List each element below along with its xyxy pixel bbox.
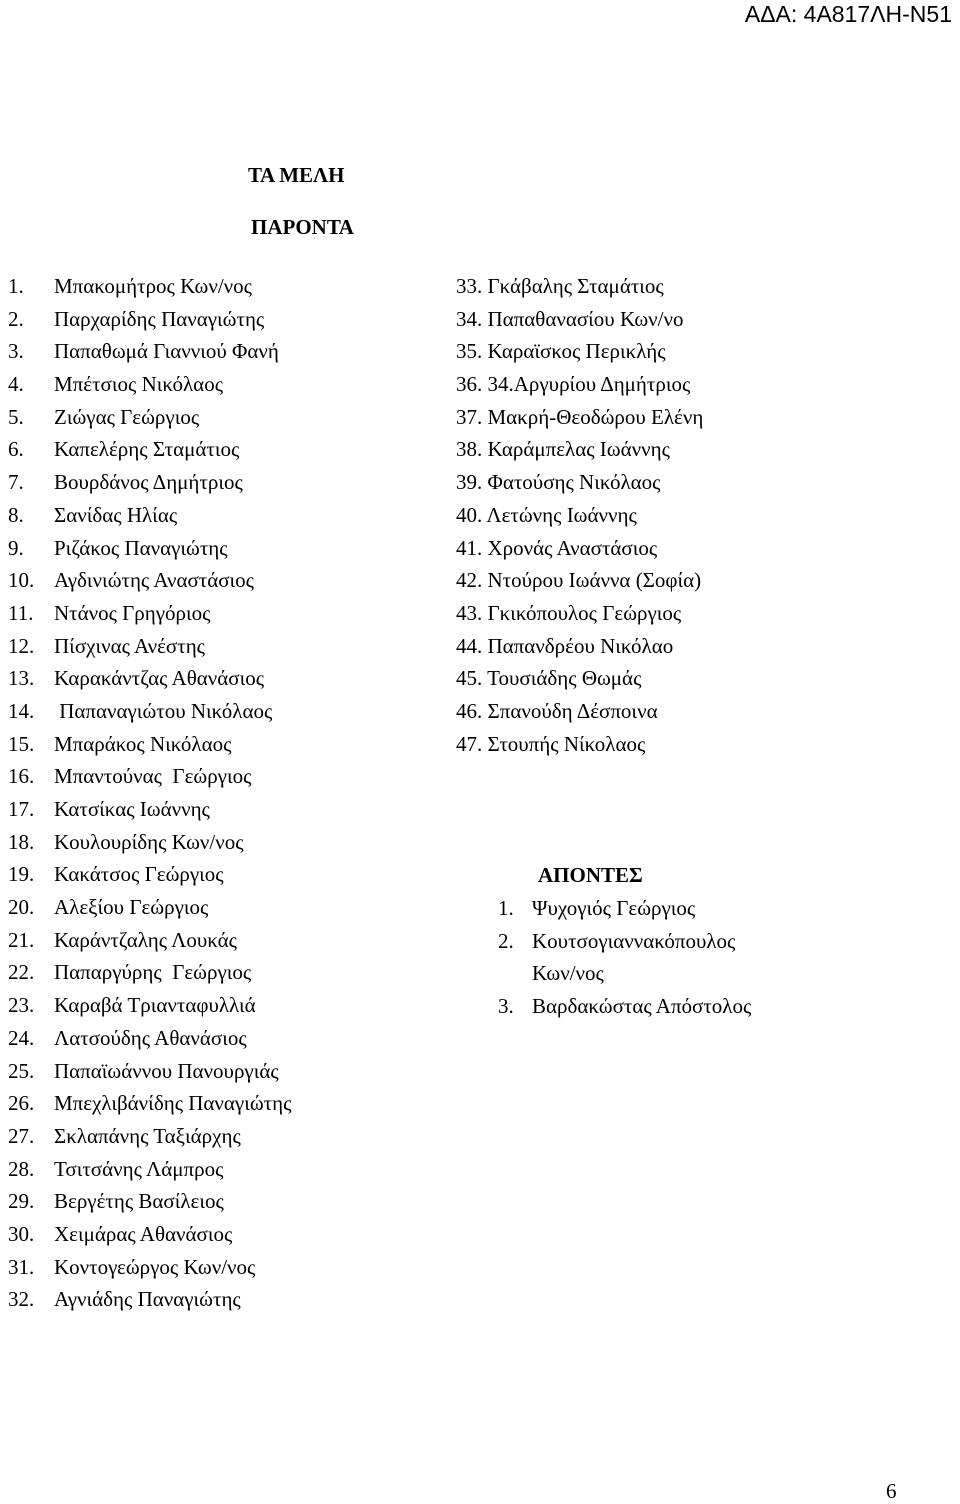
- list-item: [8, 793, 428, 826]
- member-name: Ψυχογιός Γεώργιος: [532, 896, 696, 920]
- member-name: Πίσχινας Ανέστης: [54, 633, 205, 658]
- member-name: Σκλαπάνης Ταξιάρχης: [54, 1123, 241, 1148]
- member-name: Λατσούδης Αθανάσιος: [54, 1025, 247, 1050]
- list-item: [8, 335, 428, 368]
- member-name: Κακάτσος Γεώργιος: [54, 862, 224, 887]
- member-name: Παπαϊωάννου Πανουργιάς: [54, 1058, 279, 1083]
- item-number: 7.: [8, 470, 24, 495]
- list-item: [8, 1218, 428, 1251]
- member-name: Μπέτσιος Νικόλαος: [54, 372, 224, 397]
- item-number: 20.: [8, 895, 35, 920]
- list-item: [8, 1022, 428, 1055]
- member-name: Ριζάκος Παναγιώτης: [54, 535, 228, 560]
- item-number: 6.: [8, 437, 24, 462]
- list-item: [8, 499, 428, 532]
- list-item: 39. Φατούσης Νικόλαος: [456, 470, 661, 495]
- list-item: [8, 597, 428, 630]
- member-name: Μπακομήτρος Κων/νος: [54, 274, 252, 298]
- list-item: 37. Μακρή-Θεοδώρου Ελένη: [456, 404, 704, 429]
- list-item: 40. Λετώνης Ιωάννης: [456, 502, 637, 527]
- absent-heading: ΑΠΟΝΤΕΣ: [538, 863, 643, 887]
- list-item: [8, 956, 428, 989]
- item-number: 11.: [8, 600, 34, 625]
- member-name: Κουτσογιαννακόπουλος: [532, 928, 736, 953]
- item-number: 24.: [8, 1025, 35, 1050]
- item-number: 3.: [8, 339, 24, 364]
- page-number: 6: [886, 1479, 897, 1503]
- member-name: Αγδινιώτης Αναστάσιος: [54, 568, 254, 593]
- list-item: [8, 891, 428, 924]
- member-name: Μπεχλιβάνίδης Παναγιώτης: [54, 1091, 292, 1116]
- list-item: [8, 1185, 428, 1218]
- item-number: 5.: [8, 404, 24, 429]
- list-item: 35. Καραϊσκος Περικλής: [456, 339, 666, 364]
- member-name: Κων/νος: [532, 961, 604, 986]
- present-list-right: [456, 270, 936, 760]
- member-name: Βαρδακώστας Απόστολος: [532, 994, 752, 1019]
- item-number: 2.: [8, 306, 24, 331]
- list-item: [8, 1153, 428, 1186]
- item-number: 23.: [8, 993, 35, 1018]
- list-item: [8, 532, 428, 565]
- list-item: 45. Τουσιάδης Θωμάς: [456, 666, 642, 691]
- item-number: 8.: [8, 502, 24, 527]
- item-number: 1.: [8, 274, 24, 298]
- member-name: Μπαράκος Νικόλαος: [54, 731, 232, 756]
- item-number: 22.: [8, 960, 35, 985]
- list-item: 44. Παπανδρέου Νικόλαο: [456, 633, 674, 658]
- member-name: Καραβά Τριανταφυλλιά: [54, 993, 256, 1018]
- member-name: Αγνιάδης Παναγιώτης: [54, 1287, 241, 1312]
- item-number: 14.: [8, 698, 35, 723]
- member-name: Σανίδας Ηλίας: [54, 502, 178, 527]
- item-number: 31.: [8, 1254, 35, 1279]
- item-number: 28.: [8, 1156, 35, 1181]
- item-number: 12.: [8, 633, 35, 658]
- member-name: Βεργέτης Βασίλειος: [54, 1189, 224, 1214]
- member-name: Παπαθωμά Γιαννιού Φανή: [54, 339, 279, 364]
- item-number: 2.: [498, 928, 514, 953]
- list-item: 42. Ντούρου Ιωάννα (Σοφία): [456, 568, 702, 593]
- list-item: [8, 1251, 428, 1284]
- list-item: 46. Σπανούδη Δέσποινα: [456, 698, 658, 723]
- member-name: Ντάνος Γρηγόριος: [54, 600, 211, 625]
- item-number: 29.: [8, 1189, 35, 1214]
- item-number: 17.: [8, 797, 35, 821]
- member-name: Ζιώγας Γεώργιος: [54, 404, 200, 429]
- member-name: Καράντζαλης Λουκάς: [54, 927, 237, 952]
- item-number: 4.: [8, 372, 24, 397]
- member-name: Κουλουρίδης Κων/νος: [54, 829, 244, 854]
- list-item: [8, 728, 428, 761]
- member-name: Αλεξίου Γεώργιος: [54, 895, 209, 920]
- item-number: 10.: [8, 568, 35, 593]
- list-item: [8, 303, 428, 336]
- list-item: [498, 892, 938, 925]
- member-name: Κατσίκας Ιωάννης: [54, 797, 210, 821]
- member-name: Παπαργύρης Γεώργιος: [54, 960, 252, 985]
- list-item: [8, 270, 428, 303]
- present-heading: ΠΑΡΟΝΤΑ: [251, 215, 354, 239]
- member-name: Παπαναγιώτου Νικόλαος: [54, 698, 273, 723]
- item-number: 18.: [8, 829, 35, 854]
- list-item: [8, 401, 428, 434]
- item-number: 1.: [498, 896, 514, 920]
- member-name: Τσιτσάνης Λάμπρος: [54, 1156, 224, 1181]
- list-item: [8, 858, 428, 891]
- member-name: Καπελέρης Σταμάτιος: [54, 437, 240, 462]
- item-number: 26.: [8, 1091, 35, 1116]
- item-number: 21.: [8, 927, 35, 952]
- list-item: [8, 1087, 428, 1120]
- ada-header: ΑΔΑ: 4Α817ΛΗ-Ν51: [744, 1, 952, 27]
- list-item: [8, 433, 428, 466]
- item-number: 9.: [8, 535, 24, 560]
- page-title: ΤΑ ΜΕΛΗ: [248, 163, 345, 187]
- list-item: [498, 990, 938, 1023]
- list-item: 47. Στουπής Νίκολαος: [456, 731, 646, 756]
- item-number: 15.: [8, 731, 35, 756]
- present-list-left: [8, 270, 428, 1316]
- member-name: Μπαντούνας Γεώργιος: [54, 764, 252, 789]
- list-item: [8, 662, 428, 695]
- list-item: [8, 1283, 428, 1316]
- list-item: [8, 1055, 428, 1088]
- item-number: 16.: [8, 764, 35, 789]
- member-name: Κοντογεώργος Κων/νος: [54, 1254, 256, 1279]
- list-item: [8, 466, 428, 499]
- item-number: 32.: [8, 1287, 35, 1312]
- list-item: 33. Γκάβαλης Σταμάτιος: [456, 274, 664, 298]
- member-name: Καρακάντζας Αθανάσιος: [54, 666, 265, 691]
- item-number: 25.: [8, 1058, 35, 1083]
- item-number: 27.: [8, 1123, 35, 1148]
- list-item: 43. Γκικόπουλος Γεώργιος: [456, 600, 682, 625]
- member-name: Βουρδάνος Δημήτριος: [54, 470, 243, 495]
- item-number: 19.: [8, 862, 35, 887]
- list-item: [8, 826, 428, 859]
- list-item: [8, 760, 428, 793]
- item-number: 13.: [8, 666, 35, 691]
- list-item: 41. Χρονάς Αναστάσιος: [456, 535, 658, 560]
- member-name: Χειμάρας Αθανάσιος: [54, 1221, 233, 1246]
- list-item: 34. Παπαθανασίου Κων/νο: [456, 306, 684, 331]
- list-item: [8, 630, 428, 663]
- list-item: [8, 368, 428, 401]
- list-item: [8, 564, 428, 597]
- list-item: [8, 924, 428, 957]
- list-item: [8, 1120, 428, 1153]
- list-item: [498, 957, 938, 990]
- list-item: [498, 925, 938, 958]
- absent-list: [498, 892, 938, 1023]
- list-item: 38. Καράμπελας Ιωάννης: [456, 437, 670, 462]
- list-item: 36. 34.Αργυρίου Δημήτριος: [456, 372, 691, 397]
- list-item: [8, 989, 428, 1022]
- member-name: Παρχαρίδης Παναγιώτης: [54, 306, 265, 331]
- list-item: [8, 695, 428, 728]
- item-number: 3.: [498, 994, 514, 1019]
- item-number: 30.: [8, 1221, 35, 1246]
